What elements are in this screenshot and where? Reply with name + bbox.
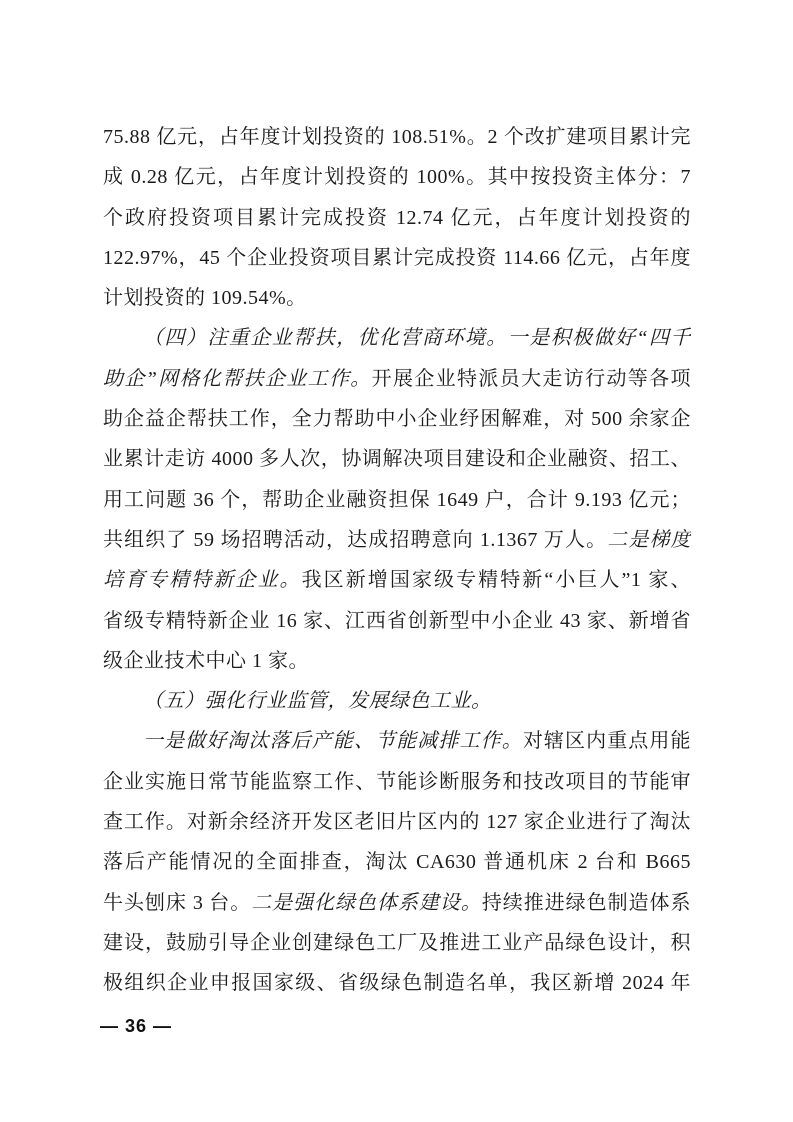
text-line [103,399,691,439]
text-line [103,318,691,358]
body-text: 我区新增国家级专精特新“小巨人”1 家、 [301,569,691,592]
text-line [103,359,691,399]
emphasis-text: 二是强化绿色体系建设。 [251,891,482,914]
text-line [103,923,691,963]
body-text: 用工问题 36 个，帮助企业融资担保 1649 户，合计 9.193 亿元； [103,488,691,511]
text-line [103,681,691,721]
body-text: 对辖区内重点用能 [522,730,691,753]
page-footer [100,1016,172,1037]
text-line [103,157,691,197]
page-number: — 36 — [100,1016,173,1036]
text-line [103,278,691,318]
document-body [103,117,691,1004]
body-text: 助企益企帮扶工作，全力帮助中小企业纾困解难，对 500 余家企 [103,408,691,431]
text-line [103,641,691,681]
text-line [103,480,691,520]
body-text: 级企业技术中心 1 家。 [103,649,309,672]
body-text: 省级专精特新企业 16 家、江西省创新型中小企业 43 家、新增省 [103,609,691,632]
body-text: 成 0.28 亿元，占年度计划投资的 100%。其中按投资主体分：7 [103,166,691,189]
body-text: 75.88 亿元，占年度计划投资的 108.51%。2 个改扩建项目累计完 [103,126,691,148]
body-text: 查工作。对新余经济开发区老旧片区内的 127 家企业进行了淘汰 [103,811,691,834]
emphasis-text: 一是做好淘汰落后产能、节能减排工作。 [143,730,523,753]
emphasis-text: （五）强化行业监管，发展绿色工业。 [143,690,492,713]
body-text: 落后产能情况的全面排查，淘汰 CA630 普通机床 2 台和 B665 [103,851,691,874]
body-text: 企业实施日常节能监察工作、节能诊断服务和技改项目的节能审 [103,770,691,793]
text-line [103,439,691,479]
body-text: 个政府投资项目累计完成投资 12.74 亿元，占年度计划投资的 [103,206,691,229]
text-line [103,963,691,1003]
text-line [103,842,691,882]
emphasis-text: 助企”网格化帮扶企业工作。 [103,367,372,390]
text-line [103,802,691,842]
text-line [103,238,691,278]
emphasis-text: 二是梯度 [607,528,691,551]
emphasis-text: 培育专精特新企业。 [103,569,302,592]
text-line [103,560,691,600]
body-text: 122.97%，45 个企业投资项目累计完成投资 114.66 亿元，占年度 [103,246,691,269]
text-line [103,762,691,802]
text-line [103,883,691,923]
text-line [103,198,691,238]
body-text: 共组织了 59 场招聘活动，达成招聘意向 1.1367 万人。 [103,528,608,551]
body-text: 建设，鼓励引导企业创建绿色工厂及推进工业产品绿色设计，积 [103,931,691,954]
body-text: 开展企业特派员大走访行动等各项 [371,367,691,390]
body-text: 业累计走访 4000 多人次，协调解决项目建设和企业融资、招工、 [103,448,691,471]
body-text: 计划投资的 109.54%。 [103,287,307,310]
body-text: 牛头刨床 3 台。 [103,891,252,914]
text-line [103,520,691,560]
body-text: 持续推进绿色制造体系 [481,891,691,914]
text-line [103,721,691,761]
text-line [103,117,691,157]
body-text: 极组织企业申报国家级、省级绿色制造名单，我区新增 2024 年 [103,972,691,995]
emphasis-text: （四）注重企业帮扶，优化营商环境。一是积极做好“四千 [143,327,691,350]
text-line [103,601,691,641]
